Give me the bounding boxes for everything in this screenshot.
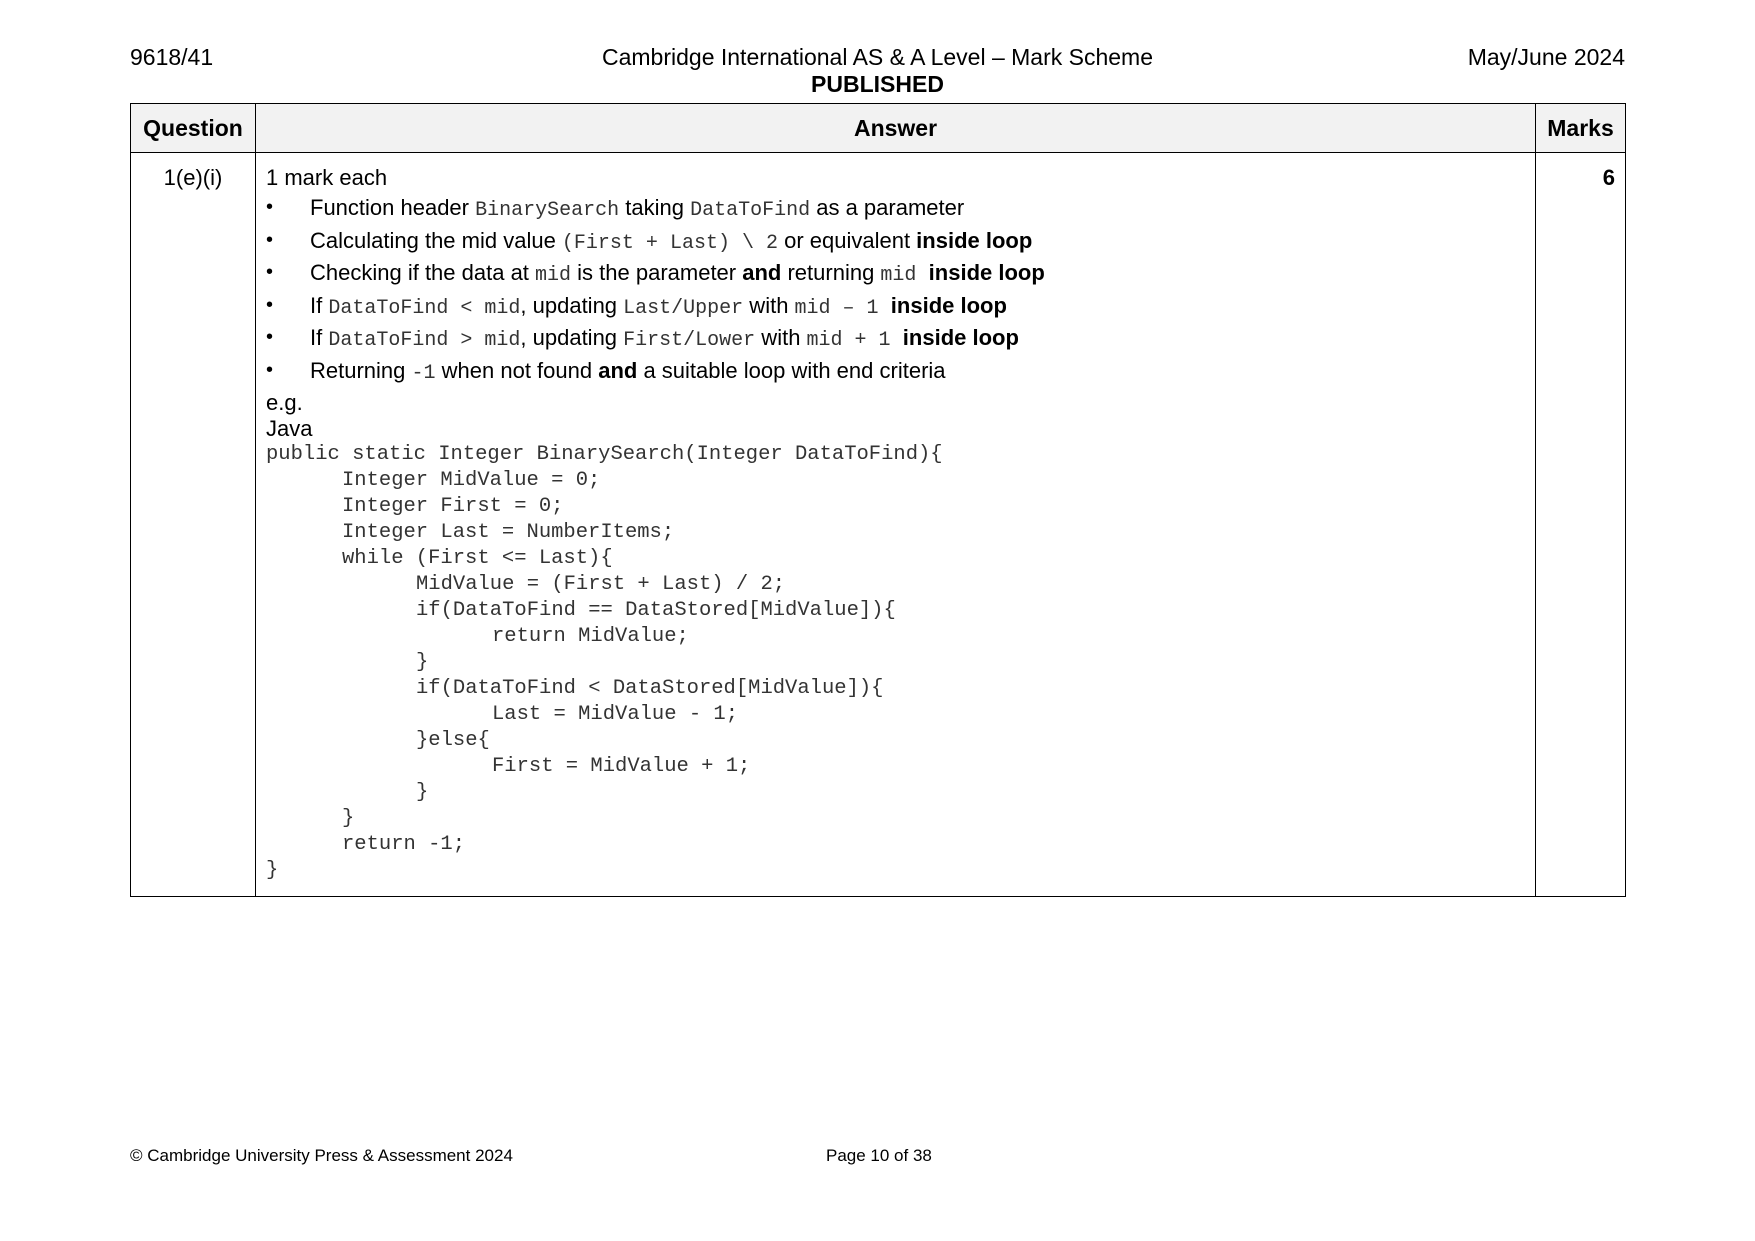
code-line: First = MidValue + 1; [492,755,751,778]
exam-session: May/June 2024 [1467,44,1625,70]
code-line: } [416,651,429,674]
question-column-header: Question [131,104,256,153]
answer-cell [256,153,1536,897]
code-line: return -1; [342,833,466,856]
code-line: Integer MidValue = 0; [342,469,601,492]
language-label: Java [266,416,313,441]
marks-column-header: Marks [1536,104,1626,153]
code-line: }else{ [416,729,490,752]
question-number: 1(e)(i) [131,153,256,897]
code-line: if(DataToFind < DataStored[MidValue]){ [416,677,884,700]
code-line: MidValue = (First + Last) / 2; [416,573,786,596]
mark-intro: 1 mark each [266,165,388,190]
table-row [131,153,1626,897]
marking-point: • If DataToFind > mid, updating First/Lower with mid + 1 inside loop [266,323,1525,356]
code-line: } [266,859,279,882]
code-line: Last = MidValue - 1; [492,703,739,726]
document-title: Cambridge International AS & A Level – Mark Scheme [601,44,1154,70]
code-line: } [342,807,355,830]
code-line: while (First <= Last){ [342,547,613,570]
table-header-row [131,104,1626,153]
copyright-notice: © Cambridge University Press & Assessment 2024 [130,1146,513,1165]
published-label: PUBLISHED [811,71,944,97]
code-line: Integer First = 0; [342,495,564,518]
code-line: Integer Last = NumberItems; [342,521,675,544]
marking-point: • Function header BinarySearch taking DataToFind as a parameter [266,193,1525,226]
marking-point: • If DataToFind < mid, updating Last/Upper with mid – 1 inside loop [266,291,1525,324]
code-line: return MidValue; [492,625,689,648]
code-sample [266,442,1525,884]
paper-code: 9618/41 [130,44,214,70]
marking-points [266,193,1525,388]
example-label: e.g. [266,390,303,415]
marking-point: • Returning -1 when not found and a suitable loop with end criteria [266,356,1525,389]
page-number: Page 10 of 38 [826,1146,932,1165]
mark-scheme-table [130,103,1626,897]
answer-column-header: Answer [256,104,1536,153]
marks-value: 6 [1536,153,1626,897]
code-line: if(DataToFind == DataStored[MidValue]){ [416,599,896,622]
code-line: public static Integer BinarySearch(Integer DataToFind){ [266,443,943,466]
code-line: } [416,781,429,804]
marking-point: • Checking if the data at mid is the parameter and returning mid inside loop [266,258,1525,291]
marking-point: • Calculating the mid value (First + Last) \ 2 or equivalent inside loop [266,226,1525,259]
